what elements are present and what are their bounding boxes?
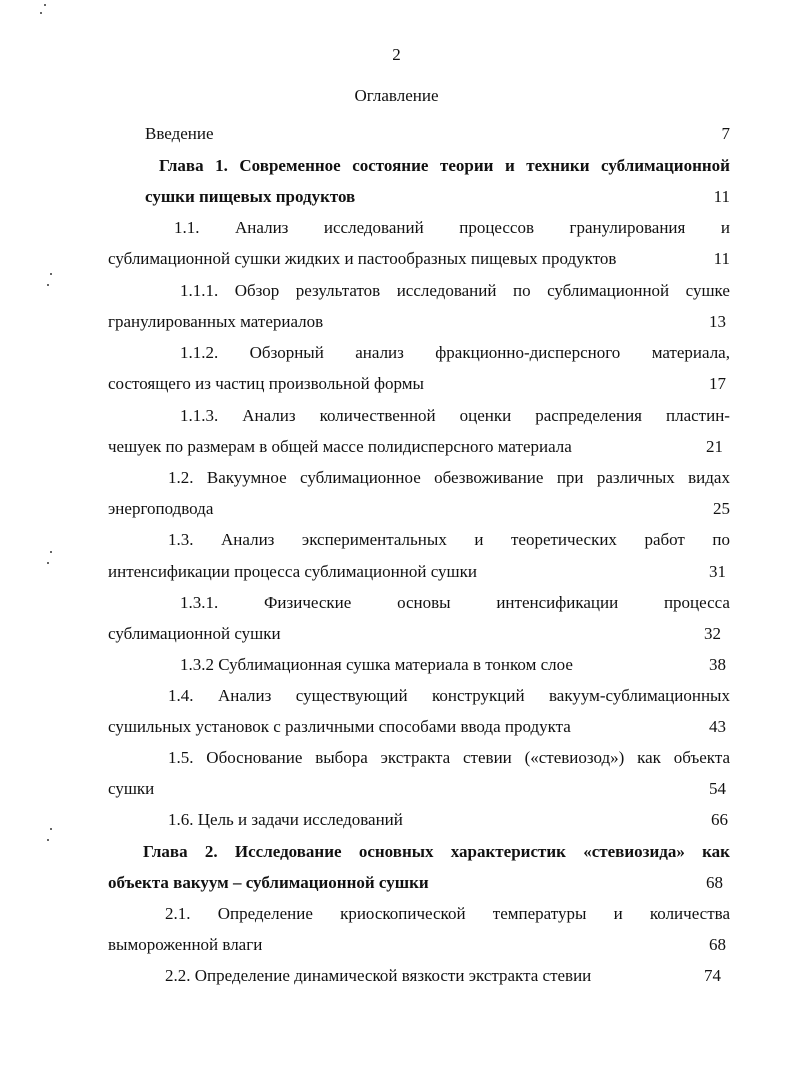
toc-entry-1-2: 1.2. Вакуумное сублимационное обезвоживание при различных видах (168, 468, 730, 487)
toc-entry-1-1-cont: сублимационной сушки жидких и пастообразных пищевых продуктов (108, 249, 617, 268)
toc-entry-chapter-1-cont: сушки пищевых продуктов (145, 187, 356, 206)
toc-entry-2-2: 2.2. Определение динамической вязкости экстракта стевии (165, 966, 592, 985)
toc-page-1-1-1: 13 (709, 312, 726, 331)
toc-page-1-1-2: 17 (709, 374, 726, 393)
scan-mark (40, 12, 42, 14)
toc-entry-1-1-2: 1.1.2. Обзорный анализ фракционно-дисперсного материала, (180, 343, 730, 362)
scan-mark (47, 562, 49, 564)
toc-page-1-2: 25 (713, 499, 730, 518)
toc-page-1-3-1: 32 (704, 624, 721, 643)
toc-entry-1-3-1-cont: сублимационной сушки (108, 624, 281, 643)
scan-mark (47, 284, 49, 286)
toc-entry-1-1-3: 1.1.3. Анализ количественной оценки распределения пластин- (180, 406, 730, 425)
toc-page-1-3-2: 38 (709, 655, 726, 674)
page-title: Оглавление (354, 86, 439, 105)
toc-entry-2-1: 2.1. Определение криоскопической температуры и количества (165, 904, 730, 923)
toc-entry-1-1: 1.1. Анализ исследований процессов гранулирования и (174, 218, 730, 237)
toc-entry-chapter-2: Глава 2. Исследование основных характеристик «стевиозида» как (143, 842, 730, 861)
scan-mark (50, 551, 52, 553)
toc-entry-1-5: 1.5. Обоснование выбора экстракта стевии («стевиозод») как объекта (168, 748, 730, 767)
toc-entry-chapter-2-cont: объекта вакуум – сублимационной сушки (108, 873, 429, 892)
scan-mark (44, 4, 46, 6)
toc-entry-1-5-cont: сушки (108, 779, 155, 798)
page-number: 2 (392, 45, 401, 64)
toc-page-chapter-1: 11 (713, 187, 730, 206)
toc-entry-1-1-2-cont: состоящего из частиц произвольной формы (108, 374, 424, 393)
scan-mark (47, 839, 49, 841)
toc-entry-1-3-1: 1.3.1. Физические основы интенсификации процесса (180, 593, 730, 612)
toc-entry-1-3-2: 1.3.2 Сублимационная сушка материала в тонком слое (180, 655, 573, 674)
toc-entry-1-4-cont: сушильных установок с различными способами ввода продукта (108, 717, 571, 736)
toc-page-1-1: 11 (713, 249, 730, 268)
toc-entry-1-3: 1.3. Анализ экспериментальных и теоретических работ по (168, 530, 730, 549)
toc-page-1-5: 54 (709, 779, 726, 798)
toc-entry-1-1-1: 1.1.1. Обзор результатов исследований по сублимационной сушке (180, 281, 730, 300)
scan-mark (50, 273, 52, 275)
toc-entry-intro: Введение (145, 124, 214, 143)
toc-entry-1-3-cont: интенсификации процесса сублимационной сушки (108, 562, 477, 581)
toc-page-2-1: 68 (709, 935, 726, 954)
toc-page-1-1-3: 21 (706, 437, 723, 456)
scan-mark (50, 828, 52, 830)
toc-page-2-2: 74 (704, 966, 721, 985)
toc-entry-1-4: 1.4. Анализ существующий конструкций вакуум-сублимационных (168, 686, 730, 705)
toc-page-chapter-2: 68 (706, 873, 723, 892)
toc-page-intro: 7 (721, 124, 730, 143)
toc-entry-1-2-cont: энергоподвода (108, 499, 214, 518)
toc-entry-2-1-cont: вымороженной влаги (108, 935, 263, 954)
toc-entry-1-1-3-cont: чешуек по размерам в общей массе полидисперсного материала (108, 437, 572, 456)
toc-page-1-3: 31 (709, 562, 726, 581)
toc-entry-1-6: 1.6. Цель и задачи исследований (168, 810, 403, 829)
toc-entry-chapter-1: Глава 1. Современное состояние теории и техники сублимационной (159, 156, 730, 175)
toc-entry-1-1-1-cont: гранулированных материалов (108, 312, 324, 331)
toc-page-1-6: 66 (711, 810, 728, 829)
toc-page-1-4: 43 (709, 717, 726, 736)
